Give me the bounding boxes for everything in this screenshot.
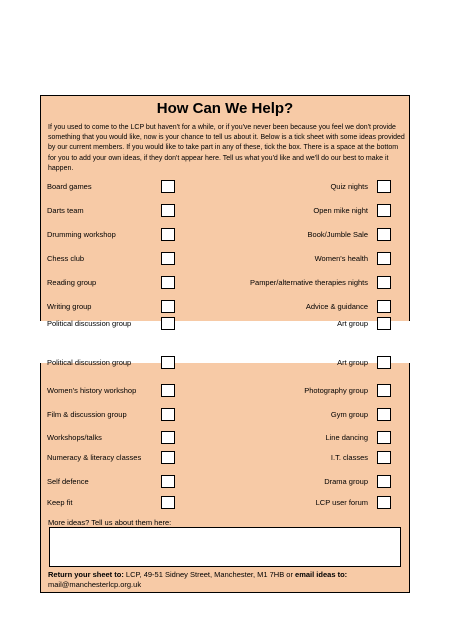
option-gym-group bbox=[201, 406, 391, 422]
return-address: LCP, 49-51 Sidney Street, Manchester, M1 7HB or bbox=[123, 570, 296, 579]
page-title: How Can We Help? bbox=[156, 100, 294, 117]
tick-box[interactable] bbox=[161, 475, 175, 488]
option-label: Darts team bbox=[47, 205, 84, 215]
option-reading-group bbox=[47, 274, 175, 290]
email-address[interactable]: mail@manchesterlcp.org.uk bbox=[48, 580, 142, 589]
option-womens-history-workshop bbox=[47, 382, 175, 398]
option-art-group bbox=[201, 315, 391, 331]
option-lcp-user-forum bbox=[201, 494, 391, 510]
tick-box[interactable] bbox=[377, 180, 391, 193]
option-label: Reading group bbox=[47, 277, 97, 287]
tick-sheet-top bbox=[40, 95, 410, 328]
option-book-jumble-sale bbox=[201, 226, 391, 242]
option-board-games bbox=[47, 178, 175, 194]
option-label: Political discussion group bbox=[47, 318, 132, 328]
option-art-group bbox=[201, 354, 391, 370]
option-label: Open mike night bbox=[313, 205, 368, 215]
tick-box[interactable] bbox=[377, 451, 391, 464]
more-ideas-label: More ideas? Tell us about them here: bbox=[48, 518, 172, 527]
option-label: Writing group bbox=[47, 301, 92, 311]
option-political-discussion-group bbox=[47, 315, 175, 331]
option-label: Drama group bbox=[324, 476, 368, 486]
tick-box[interactable] bbox=[377, 228, 391, 241]
tick-box[interactable] bbox=[377, 356, 391, 369]
option-label: Pamper/alternative therapies nights bbox=[250, 277, 368, 287]
tick-box[interactable] bbox=[161, 276, 175, 289]
tick-box[interactable] bbox=[161, 317, 175, 330]
tick-box[interactable] bbox=[161, 180, 175, 193]
option-advice-guidance bbox=[201, 298, 391, 314]
option-quiz-nights bbox=[201, 178, 391, 194]
option-drama-group bbox=[201, 473, 391, 489]
option-it-classes bbox=[201, 449, 391, 465]
tick-box[interactable] bbox=[377, 317, 391, 330]
tick-box[interactable] bbox=[161, 356, 175, 369]
option-film-discussion-group bbox=[47, 406, 175, 422]
intro-paragraph: If you used to come to the LCP but haven't for a while, or if you've never been because you feel we don't provide something that you would like, now is your chance to tell us about it. Below is a tick sheet with some ideas provided by our current members. If you would like to take part in any of these, tick the box. There is a space at the bottom for you to add your own ideas, if they don't appear here. Tell us what you'd like and we'll do our best to make it happen. bbox=[48, 124, 405, 172]
tick-box[interactable] bbox=[161, 384, 175, 397]
return-instructions bbox=[48, 570, 406, 590]
option-label: Art group bbox=[337, 357, 368, 367]
option-label: Keep fit bbox=[47, 497, 73, 507]
option-label: Board games bbox=[47, 181, 92, 191]
option-label: Workshops/talks bbox=[47, 432, 102, 442]
tick-box[interactable] bbox=[161, 431, 175, 444]
tick-box[interactable] bbox=[161, 451, 175, 464]
option-label: Photography group bbox=[304, 385, 368, 395]
option-darts-team bbox=[47, 202, 175, 218]
tick-box[interactable] bbox=[377, 300, 391, 313]
more-ideas-textbox[interactable] bbox=[49, 527, 401, 567]
option-label: Gym group bbox=[330, 409, 368, 419]
tick-box[interactable] bbox=[377, 384, 391, 397]
option-keep-fit bbox=[47, 494, 175, 510]
option-workshops-talks bbox=[47, 429, 175, 445]
option-label: Quiz nights bbox=[330, 181, 368, 191]
tick-sheet-bottom bbox=[40, 357, 410, 593]
tick-box[interactable] bbox=[161, 496, 175, 509]
option-photography-group bbox=[201, 382, 391, 398]
option-line-dancing bbox=[201, 429, 391, 445]
option-writing-group bbox=[47, 298, 175, 314]
option-label: Self defence bbox=[47, 476, 89, 486]
option-label: Advice & guidance bbox=[305, 301, 368, 311]
tick-box[interactable] bbox=[377, 475, 391, 488]
option-chess-club bbox=[47, 250, 175, 266]
email-label: email ideas to: bbox=[295, 570, 348, 579]
option-pamper-nights bbox=[201, 274, 391, 290]
option-self-defence bbox=[47, 473, 175, 489]
option-label: Art group bbox=[337, 318, 368, 328]
option-label: Women's health bbox=[314, 253, 368, 263]
option-label: Line dancing bbox=[325, 432, 368, 442]
tick-box[interactable] bbox=[377, 204, 391, 217]
option-numeracy-literacy bbox=[47, 449, 175, 465]
option-label: Political discussion group bbox=[47, 357, 132, 367]
tick-box[interactable] bbox=[161, 204, 175, 217]
tick-box[interactable] bbox=[161, 408, 175, 421]
option-label: Numeracy & literacy classes bbox=[47, 452, 142, 462]
tick-box[interactable] bbox=[377, 408, 391, 421]
tick-box[interactable] bbox=[161, 252, 175, 265]
option-label: LCP user forum bbox=[315, 497, 368, 507]
tick-box[interactable] bbox=[377, 496, 391, 509]
option-label: Book/Jumble Sale bbox=[307, 229, 368, 239]
option-political-discussion-group bbox=[47, 354, 175, 370]
return-label: Return your sheet to: bbox=[48, 570, 124, 579]
option-drumming-workshop bbox=[47, 226, 175, 242]
option-open-mike-night bbox=[201, 202, 391, 218]
option-label: Film & discussion group bbox=[47, 409, 127, 419]
option-label: Chess club bbox=[47, 253, 85, 263]
option-womens-health bbox=[201, 250, 391, 266]
tick-box[interactable] bbox=[377, 252, 391, 265]
option-label: I.T. classes bbox=[330, 452, 368, 462]
tick-box[interactable] bbox=[377, 276, 391, 289]
option-label: Drumming workshop bbox=[47, 229, 116, 239]
tick-box[interactable] bbox=[377, 431, 391, 444]
tick-box[interactable] bbox=[161, 228, 175, 241]
option-label: Women's history workshop bbox=[47, 385, 137, 395]
tick-box[interactable] bbox=[161, 300, 175, 313]
